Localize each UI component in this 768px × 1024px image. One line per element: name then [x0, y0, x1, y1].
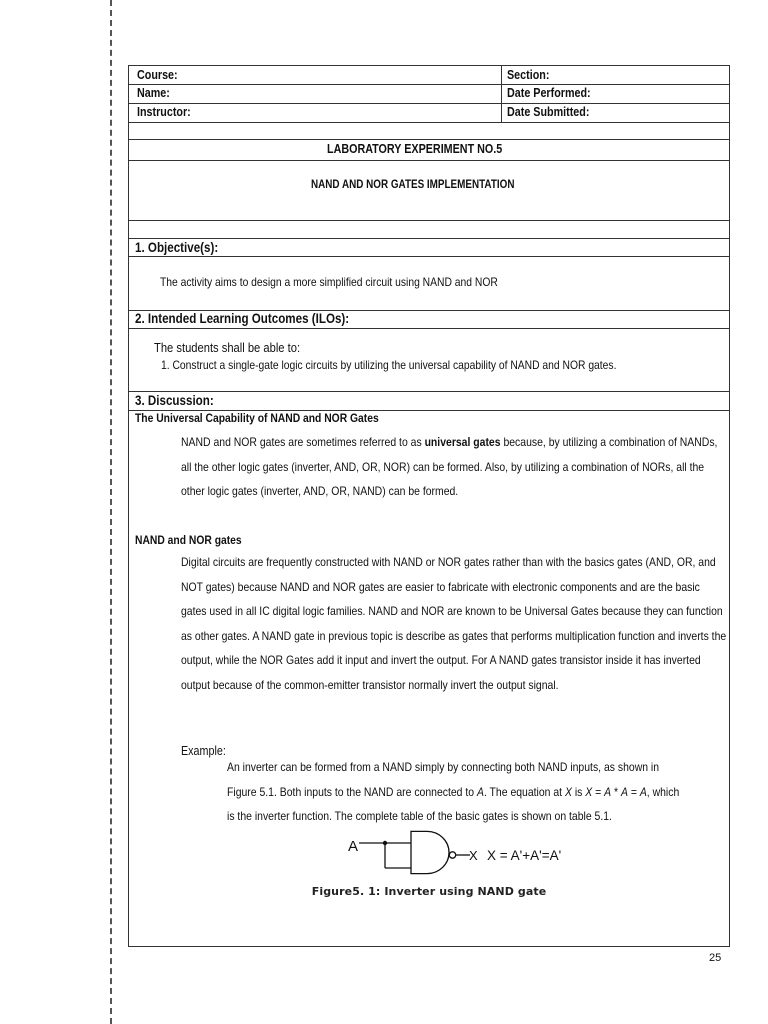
objective-text: The activity aims to design a more simplified circuit using NAND and NOR: [160, 275, 498, 289]
var: X: [564, 785, 572, 799]
experiment-subtitle: NAND AND NOR GATES IMPLEMENTATION: [310, 179, 515, 191]
output-equation: X = A'+A'=A': [487, 848, 562, 863]
var: A: [620, 785, 628, 799]
text: Figure 5.1. Both inputs to the NAND are connected to: [227, 785, 477, 799]
name-label: Name:: [137, 86, 170, 100]
experiment-subtitle-row: [129, 178, 729, 193]
rule: [129, 328, 729, 329]
section-label: Section:: [507, 68, 550, 82]
rule: [129, 238, 729, 239]
header-column-divider: [501, 66, 502, 122]
ilos-heading: 2. Intended Learning Outcomes (ILOs):: [135, 311, 350, 326]
rule: [129, 160, 729, 161]
rule: [129, 84, 729, 85]
inversion-bubble: [449, 852, 455, 858]
example-line: is the inverter function. The complete table of the basic gates is shown on table 5.1.: [227, 810, 612, 823]
var: A: [476, 785, 484, 799]
example-line: An inverter can be formed from a NAND simply by connecting both NAND inputs, as shown in: [227, 761, 660, 774]
nand-inverter-figure: [339, 829, 589, 877]
text: *: [611, 785, 621, 799]
example-text: [227, 756, 731, 830]
discussion-heading: 3. Discussion:: [135, 393, 214, 408]
objective-heading: 1. Objective(s):: [135, 240, 219, 255]
binding-margin-line: [110, 0, 112, 1024]
var: A: [639, 785, 647, 799]
rule: [129, 139, 729, 140]
text: =: [592, 785, 605, 799]
ilos-intro: The students shall be able to:: [154, 340, 301, 355]
rule: [129, 103, 729, 104]
universal-gates-paragraph: [181, 431, 721, 505]
rule: [129, 391, 729, 392]
date-performed-label: Date Performed:: [507, 86, 591, 100]
var: A: [604, 785, 612, 799]
lab-form: [128, 65, 730, 947]
experiment-title: LABORATORY EXPERIMENT NO.5: [327, 142, 503, 156]
figure-caption-row: [129, 884, 729, 899]
nand-nor-paragraph: Digital circuits are frequently constructed with NAND or NOR gates rather than with the basics gates (AND, OR, and NOT gates) because NAND and NOR gates are easier to fabricate with electronic components and are the basic gates used in all IC digital logic families. NAND and NOR are known to be Universal Gates because they can function as other gates. A NAND gate in previous topic is describe as gates that performs multiplication function and inverts the output, while the NOR Gates add it input and invert the output. For A NAND gates transistor inside it has inverted output because of the common-emitter transistor normally invert the output signal.: [181, 556, 727, 692]
page-number: 25: [709, 952, 722, 964]
figure-caption: Figure5. 1: Inverter using NAND gate: [311, 885, 547, 898]
course-label: Course:: [137, 68, 178, 82]
text: =: [627, 785, 640, 799]
date-submitted-label: Date Submitted:: [507, 105, 590, 119]
rule: [129, 256, 729, 257]
instructor-label: Instructor:: [137, 105, 191, 119]
output-label-x: X: [469, 848, 478, 863]
para1-end: because, by utilizing a combination of NANDs, all the other logic gates (inverter, AND, OR, NOR) can be formed. Also, by utilizing a combination of NORs, all the other logic gates (inverter, AND, OR, NAND) can be formed.: [181, 436, 718, 498]
rule: [129, 220, 729, 221]
nand-nor-subheading: NAND and NOR gates: [135, 533, 242, 547]
text: . The equation at: [483, 785, 565, 799]
experiment-title-row: [129, 142, 729, 157]
ilos-item: 1. Construct a single-gate logic circuits by utilizing the universal capability of NAND and NOR gates.: [161, 358, 617, 372]
var: X: [585, 785, 593, 799]
text: is: [571, 785, 586, 799]
nand-gate-body: [411, 831, 449, 873]
example-equation-line: [227, 781, 731, 806]
text: , which: [646, 785, 680, 799]
input-label-a: A: [348, 838, 359, 855]
universal-gates-term: universal gates: [424, 436, 501, 449]
example-label: Example:: [181, 744, 226, 758]
para1-start: NAND and NOR gates are sometimes referred to as: [181, 436, 425, 449]
universal-capability-subheading: The Universal Capability of NAND and NOR Gates: [135, 411, 379, 425]
rule: [129, 122, 729, 123]
